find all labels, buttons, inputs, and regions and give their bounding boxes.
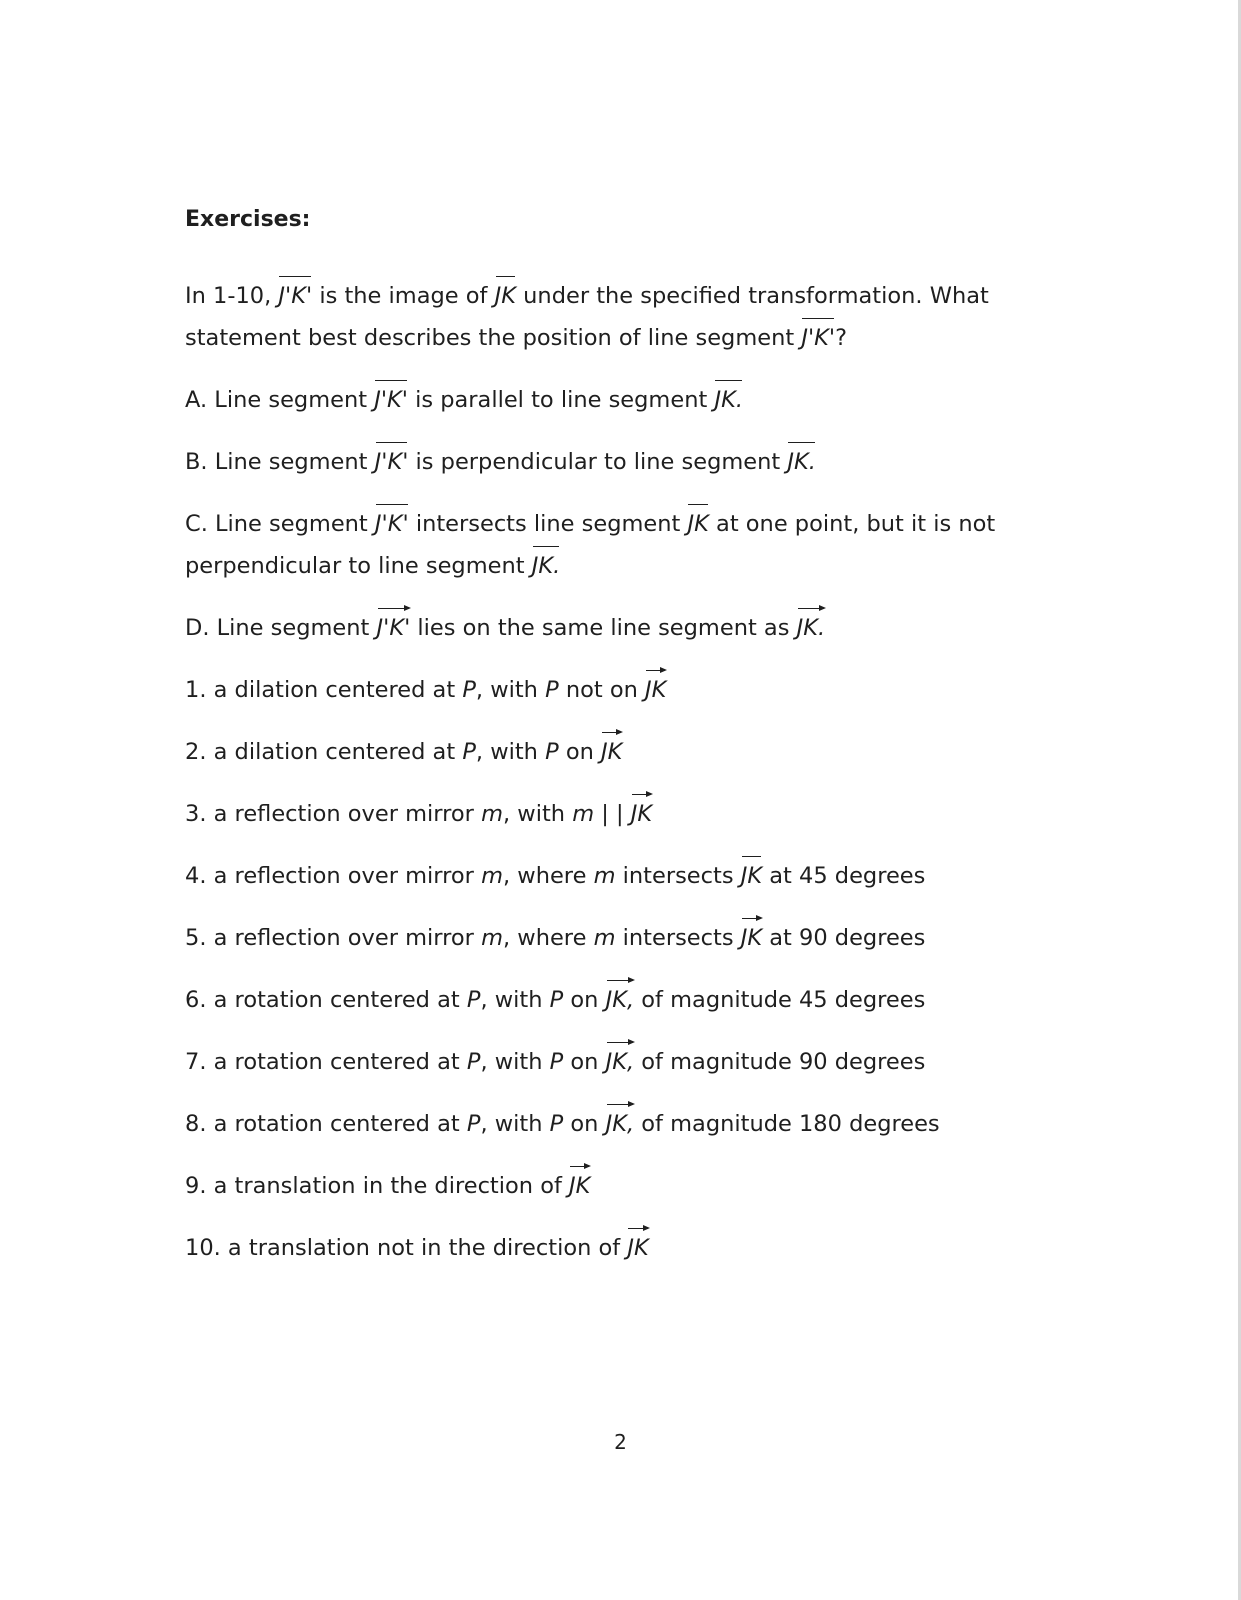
ray-jk: JK. xyxy=(797,606,826,648)
segment-j-prime-k-prime: J'K' xyxy=(375,440,409,482)
option-a: A. Line segment J'K' is parallel to line segment JK. xyxy=(185,378,1065,420)
exercise-9: 9. a translation in the direction of JK xyxy=(185,1164,1065,1206)
instructions-line-2: statement best describes the position of line segment J'K'? xyxy=(185,316,1065,358)
exercise-7: 7. a rotation centered at P, with P on JK, of magnitude 90 degrees xyxy=(185,1040,1065,1082)
line-jk: JK, xyxy=(606,1102,635,1144)
exercise-4: 4. a reflection over mirror m, where m intersects JK at 45 degrees xyxy=(185,854,1065,896)
instructions xyxy=(185,274,1065,358)
page-number: 2 xyxy=(614,1430,627,1454)
exercises-heading: Exercises: xyxy=(185,207,311,232)
line-jk: JK xyxy=(741,916,762,958)
line-jk: JK, xyxy=(606,1040,635,1082)
segment-j-prime-k-prime: J'K' xyxy=(375,502,409,544)
option-b: B. Line segment J'K' is perpendicular to line segment JK. xyxy=(185,440,1065,482)
ray-j-prime-k-prime: J'K' xyxy=(377,606,411,648)
line-jk: JK, xyxy=(606,978,635,1020)
worksheet-content xyxy=(185,206,1065,1268)
option-d: D. Line segment J'K' lies on the same line segment as JK. xyxy=(185,606,1065,648)
segment-j-prime-k-prime: J'K' xyxy=(278,274,312,316)
segment-jk: JK. xyxy=(532,544,561,586)
segment-j-prime-k-prime: J'K' xyxy=(801,316,835,358)
line-jk: JK xyxy=(645,668,666,710)
line-jk: JK xyxy=(631,792,652,834)
segment-j-prime-k-prime: J'K' xyxy=(374,378,408,420)
segment-jk: JK. xyxy=(787,440,816,482)
line-jk: JK xyxy=(601,730,622,772)
exercise-2: 2. a dilation centered at P, with P on JK xyxy=(185,730,1065,772)
exercise-8: 8. a rotation centered at P, with P on JK, of magnitude 180 degrees xyxy=(185,1102,1065,1144)
option-c-line-2: perpendicular to line segment JK. xyxy=(185,544,1065,586)
segment-jk: JK xyxy=(741,854,762,896)
exercise-1: 1. a dilation centered at P, with P not on JK xyxy=(185,668,1065,710)
segment-jk: JK xyxy=(495,274,516,316)
exercise-5: 5. a reflection over mirror m, where m intersects JK at 90 degrees xyxy=(185,916,1065,958)
exercise-6: 6. a rotation centered at P, with P on JK, of magnitude 45 degrees xyxy=(185,978,1065,1020)
exercise-10: 10. a translation not in the direction of JK xyxy=(185,1226,1065,1268)
ray-jk: JK xyxy=(627,1226,648,1268)
segment-jk: JK. xyxy=(714,378,743,420)
option-c xyxy=(185,502,1065,586)
ray-jk: JK xyxy=(569,1164,590,1206)
exercise-3: 3. a reflection over mirror m, with m | | JK xyxy=(185,792,1065,834)
option-c-line-1: C. Line segment J'K' intersects line segment JK at one point, but it is not xyxy=(185,502,1065,544)
segment-jk: JK xyxy=(687,502,708,544)
instructions-line-1: In 1-10, J'K' is the image of JK under the specified transformation. What xyxy=(185,274,1065,316)
